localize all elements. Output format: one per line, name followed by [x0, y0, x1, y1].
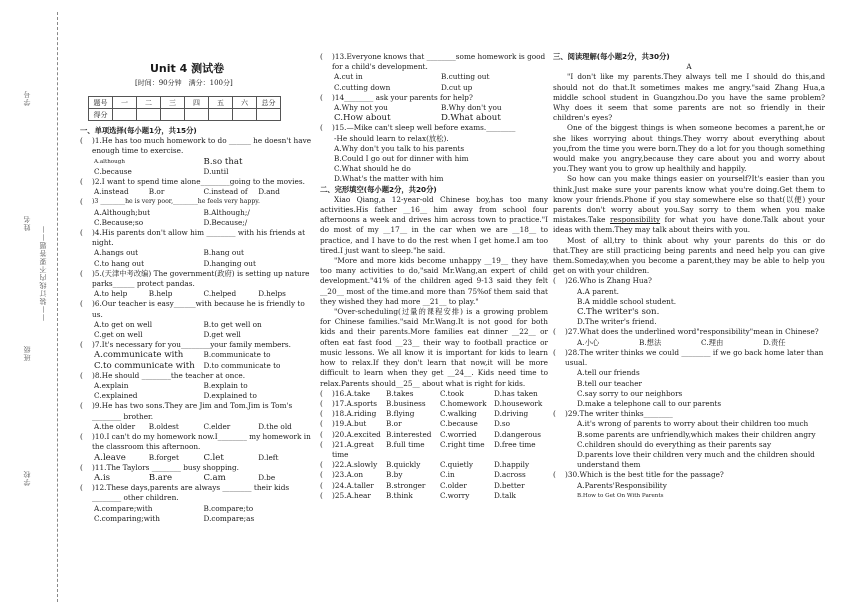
- options-28: [553, 368, 825, 409]
- score-cell: 五: [209, 97, 233, 109]
- score-cell: 四: [185, 97, 209, 109]
- options-15: [320, 144, 548, 185]
- question-13: ( )13.Everyone knows that ________some homework is good for a child's development.: [320, 52, 546, 72]
- option[interactable]: A.cut in: [334, 72, 363, 82]
- score-input-cell[interactable]: [185, 109, 209, 121]
- cloze-option-row: ( )17.A.sports B.business C.homework D.housework: [320, 398, 543, 408]
- score-cell: 六: [233, 97, 257, 109]
- binding-seal-text: ——装订线内不要答题——: [39, 225, 47, 321]
- question-14: ( )14________ ask your parents for help?: [320, 92, 473, 102]
- score-cell: 得分: [89, 109, 113, 121]
- score-cell: 二: [137, 97, 161, 109]
- option[interactable]: B.compare;to: [203, 503, 254, 513]
- options-7: [80, 350, 313, 370]
- underlined-word: responsibility: [610, 215, 661, 225]
- score-value-row: [89, 109, 281, 121]
- option[interactable]: D.to communicate to: [203, 360, 281, 370]
- section3-heading: 三、阅读理解(每小题2分，共30分): [553, 52, 670, 61]
- option[interactable]: D.责任: [763, 337, 786, 347]
- question-2: ( )2.I want to spend time alone________going to the movies.: [80, 177, 305, 187]
- page-title: Unit 4 测试卷: [150, 62, 225, 75]
- cloze-options: [320, 389, 548, 501]
- option[interactable]: C.What should he do: [334, 164, 411, 174]
- option[interactable]: D.left: [258, 452, 279, 462]
- option[interactable]: C.say sorry to our neighbors: [577, 388, 683, 398]
- option[interactable]: B.想法: [639, 337, 662, 347]
- option[interactable]: C.because: [94, 166, 132, 176]
- section1-heading: 一、单项选择(每小题1分，共15分): [80, 126, 197, 135]
- option[interactable]: D.and: [258, 187, 280, 197]
- question-4: ( )4.His parents don't allow him ________ with his friends at night.: [80, 228, 306, 248]
- option[interactable]: C.cutting down: [334, 82, 391, 92]
- options-10: [80, 453, 313, 463]
- options-29: [553, 419, 825, 470]
- binding-field-class: 班级: [23, 345, 31, 361]
- option[interactable]: C.get on well: [94, 330, 143, 340]
- options-9: [80, 422, 313, 432]
- option[interactable]: B.cutting out: [441, 72, 490, 82]
- options-26: [553, 287, 825, 328]
- reading-paragraph-3: So how can you make things easier on yourself?It's easier than you think.Just make sure your parents know what you're doing.Get them to know your friends.Phone if you stay somewhere else so that(以便) your parents don't worry about you.Say sorry to them when you make mistakes.Take responsibility for what you have done.Talk about your ideas with them.They may talk about theirs with you.: [553, 174, 825, 235]
- section2-heading: 二、完形填空(每小题2分，共20分): [320, 184, 437, 194]
- option[interactable]: D.explained to: [203, 391, 257, 401]
- option[interactable]: A.Parents'Responsibility: [577, 480, 667, 490]
- option[interactable]: B.to get well on: [203, 319, 262, 329]
- option[interactable]: C.let: [203, 452, 224, 463]
- options-4: [80, 248, 313, 268]
- option[interactable]: A.the older: [94, 421, 136, 431]
- option[interactable]: A.Why not you: [334, 103, 388, 113]
- option[interactable]: A.communicate with: [94, 350, 184, 361]
- option[interactable]: B.explain to: [203, 381, 248, 391]
- reading-paragraph-4: Most of all,try to think about why your parents do this or do that.They are still practicing being parents and need help you can give them.Someday,when you become a parent,they may be able to help you get on with your children.: [553, 235, 825, 276]
- question-12: ( )12.These days,parents are always ________ their kids ________ other children.: [80, 483, 290, 503]
- score-header-row: [89, 97, 281, 109]
- column-1: [80, 126, 313, 524]
- cloze-option-row: ( )24.A.taller B.stronger C.older D.better: [320, 480, 525, 490]
- option[interactable]: A.although: [94, 158, 125, 165]
- cloze-option-row: ( )23.A.on B.by C.in D.across: [320, 470, 526, 480]
- option[interactable]: D.What about: [441, 113, 501, 124]
- question-3: ( )3 ________he is very poor,________he feels very happy.: [80, 197, 260, 207]
- options-8: [80, 381, 313, 401]
- question-27: ( )27.What does the underlined word"responsibility"mean in Chinese?: [553, 327, 819, 337]
- option[interactable]: A.hangs out: [94, 248, 139, 258]
- option[interactable]: A.explain: [94, 381, 129, 391]
- reading-paragraph-2: One of the biggest things is when someone becomes a parent,he or she likes worrying about things.They worry about everything about you,from the time you were born.They do a lot for you though something would make you angry,because they care about you and worry about you.They want you to grow up healthily and happily.: [553, 123, 825, 174]
- option[interactable]: A.instead: [94, 187, 129, 197]
- option[interactable]: B.Why don't you: [441, 103, 502, 113]
- cloze-option-row: ( )19.A.but B.or C.because D.so: [320, 419, 511, 429]
- binding-line: [57, 12, 58, 602]
- options-1: [80, 157, 313, 177]
- option[interactable]: D.cut up: [441, 82, 473, 92]
- options-6: [80, 320, 313, 340]
- cloze-paragraph-2: "More and more kids become unhappy __19__ they have too many activities to do,"said Mr.Wang,an expert of child development."41% of the children aged 9-13 said they felt __20__ most of the time.and more than 75%of them said that they wished they had more __21__ to play.": [320, 256, 548, 306]
- option[interactable]: A.A parent.: [577, 286, 619, 296]
- option[interactable]: B.oldest: [148, 421, 179, 431]
- option[interactable]: A.Although;but: [94, 207, 151, 217]
- score-cell: 一: [113, 97, 137, 109]
- score-table: [88, 96, 281, 121]
- cloze-option-row: ( )21.A.great time B.full time C.right time D.free time: [320, 439, 536, 459]
- option[interactable]: C.helped: [203, 289, 237, 299]
- binding-field-name: 姓名: [23, 215, 31, 231]
- option[interactable]: B.How to Get On With Parents: [577, 492, 664, 499]
- option[interactable]: D.the old: [258, 421, 292, 431]
- score-cell: 三: [161, 97, 185, 109]
- option[interactable]: C.instead of: [203, 187, 248, 197]
- option[interactable]: B.tell our teacher: [577, 378, 643, 388]
- option[interactable]: C.comparing;with: [94, 513, 160, 523]
- option[interactable]: D.hanging out: [203, 258, 256, 268]
- options-11: [80, 473, 313, 483]
- option[interactable]: A.compare;with: [94, 503, 153, 513]
- option[interactable]: A.to help: [94, 289, 128, 299]
- question-1: ( )1.He has too much homework to do ______ he doesn't have enough time to exercise.: [80, 136, 312, 156]
- option[interactable]: B.Although;/: [203, 207, 250, 217]
- option[interactable]: D.get well: [203, 330, 241, 340]
- cloze-option-row: ( )22.A.slowly B.quickly C.quietly D.happily: [320, 460, 530, 470]
- option[interactable]: A.is: [94, 472, 111, 483]
- score-input-cell[interactable]: [113, 109, 137, 121]
- cloze-option-row: ( )20.A.excited B.interested C.worried D.dangerous: [320, 429, 541, 439]
- cloze-paragraph-3: "Over-scheduling(过量的课程安排) is a growing problem for Chinese families."said Mr.Wang.It is not good for both kids and their parents.More families eat dinner __22__ or often eat fast food __23__ their way to football practice or music lessons. We all know it is important for kids to learn how to relax.If they don't learn that now,it will be more difficult to learn when they get __24__. Kids need time to relax.Parents should__25__ about what is right for kids.: [320, 307, 548, 388]
- cloze-paragraph-1: Xiao Qiang,a 12-year-old Chinese boy,has too many activities.His father __16__ him away from school four afternoons a week and drives him across town to practice."I do most of my __17__ in the car when we are __18__ to practice, and I have to do the rest when I get home.I am too tired.I just want to sleep."he said.: [320, 194, 548, 255]
- binding-field-number: 学号: [23, 90, 31, 106]
- option[interactable]: A.to get on well: [94, 319, 153, 329]
- options-5: [80, 289, 313, 299]
- option[interactable]: A.leave: [94, 452, 126, 463]
- question-6: ( )6.Our teacher is easy______with because he is friendly to us.: [80, 299, 305, 319]
- option[interactable]: D.parents love their children very much and the children should understand them: [577, 449, 815, 470]
- binding-field-school: 学校: [23, 470, 31, 486]
- option[interactable]: C.to communicate with: [94, 360, 195, 371]
- score-cell: 总分: [257, 97, 281, 109]
- question-15: ( )15.—Mike can't sleep well before exams.________: [320, 123, 516, 133]
- score-input-cell[interactable]: [209, 109, 233, 121]
- option[interactable]: B.are: [148, 472, 173, 483]
- options-27: [553, 338, 825, 348]
- question-26: ( )26.Who is Zhang Hua?: [553, 276, 652, 286]
- column-2: [320, 52, 548, 501]
- score-input-cell[interactable]: [137, 109, 161, 121]
- option[interactable]: B.so that: [203, 156, 243, 167]
- options-14: [320, 103, 548, 123]
- option[interactable]: B.help: [148, 289, 173, 299]
- option[interactable]: B.some parents are unfriendly,which makes their children angry: [577, 429, 816, 439]
- option[interactable]: B.hang out: [203, 248, 244, 258]
- option[interactable]: B.Could I go out for dinner with him: [334, 154, 469, 164]
- binding-margin: [0, 0, 70, 608]
- question-5: ( )5.(天津中考改编) The government(政府) is setting up nature parks______ protect pandas.: [80, 268, 310, 289]
- question-28: ( )28.The writer thinks we could ________ if we go back home later than usual.: [553, 347, 824, 368]
- option[interactable]: A.it's wrong of parents to worry about their children too much: [577, 419, 809, 429]
- option[interactable]: D.The writer's friend.: [577, 317, 657, 327]
- option[interactable]: D.be: [258, 472, 276, 482]
- option[interactable]: C.to hang out: [94, 258, 145, 268]
- option[interactable]: D.compare;as: [203, 513, 255, 523]
- score-cell: 题号: [89, 97, 113, 109]
- option[interactable]: D.What's the matter with him: [334, 174, 444, 184]
- cloze-option-row: ( )16.A.take B.takes C.took D.has taken: [320, 388, 538, 398]
- score-input-cell[interactable]: [233, 109, 257, 121]
- option[interactable]: C.The writer's son.: [577, 307, 660, 318]
- option[interactable]: B.forget: [148, 452, 179, 462]
- options-13: [320, 72, 548, 92]
- option[interactable]: A.tell our friends: [577, 368, 640, 378]
- options-2: [80, 187, 313, 197]
- option[interactable]: A.Why don't you talk to his parents: [334, 143, 465, 153]
- question-10: ( )10.I can't do my homework now.I________ my homework in the classroom this afternoon.: [80, 432, 311, 452]
- cloze-option-row: ( )25.A.hear B.think C.worry D.talk: [320, 490, 516, 500]
- option[interactable]: D.until: [203, 166, 229, 176]
- option[interactable]: D.Because;/: [203, 217, 248, 227]
- option[interactable]: C.Because;so: [94, 217, 144, 227]
- option[interactable]: C.am: [203, 472, 226, 483]
- option[interactable]: A.小心: [577, 337, 600, 347]
- options-12: [80, 504, 313, 524]
- option[interactable]: D.make a telephone call to our parents: [577, 398, 722, 408]
- question-30: ( )30.Which is the best title for the passage?: [553, 470, 724, 480]
- option[interactable]: C.How about: [334, 113, 391, 124]
- passage-label: A: [686, 62, 692, 72]
- score-input-cell[interactable]: [257, 109, 281, 121]
- option[interactable]: B.communicate to: [203, 350, 271, 360]
- option[interactable]: C.理由: [701, 337, 724, 347]
- option[interactable]: C.elder: [203, 421, 231, 431]
- options-30: [553, 481, 825, 501]
- question-8: ( )8.He should ________the teacher at once.: [80, 370, 246, 380]
- question-29: ( )29.The writer thinks________: [553, 409, 673, 419]
- column-3: [553, 52, 825, 501]
- question-15-line2: -He should learn to relax(放松).: [334, 133, 449, 143]
- option[interactable]: D.helps: [258, 289, 286, 299]
- option[interactable]: C.children should do everything as their parents say: [577, 439, 772, 449]
- question-9: ( )9.He has two sons.They are Jim and Tom.Jim is Tom's ________ brother.: [80, 401, 293, 421]
- cloze-option-row: ( )18.A.riding B.flying C.walking D.driving: [320, 409, 529, 419]
- options-3: [80, 208, 313, 228]
- question-11: ( )11.The Taylors ________ busy shopping.: [80, 462, 239, 472]
- question-7: ( )7.It's necessary for you________your family members.: [80, 340, 291, 350]
- reading-paragraph-1: "I don't like my parents.They always tell me I should do this,and should not do that.It sometimes makes me angry."said Zhang Hua,a middle school student in Guangzhou.Do you have the same problem?Why does it seem that some parents are not so friendly in their children's eyes?: [553, 72, 825, 123]
- option[interactable]: B.A middle school student.: [577, 296, 677, 306]
- option[interactable]: B.or: [148, 187, 165, 197]
- page-subtitle: [时间：90分钟 满分：100分]: [135, 79, 233, 87]
- option[interactable]: C.explained: [94, 391, 138, 401]
- score-input-cell[interactable]: [161, 109, 185, 121]
